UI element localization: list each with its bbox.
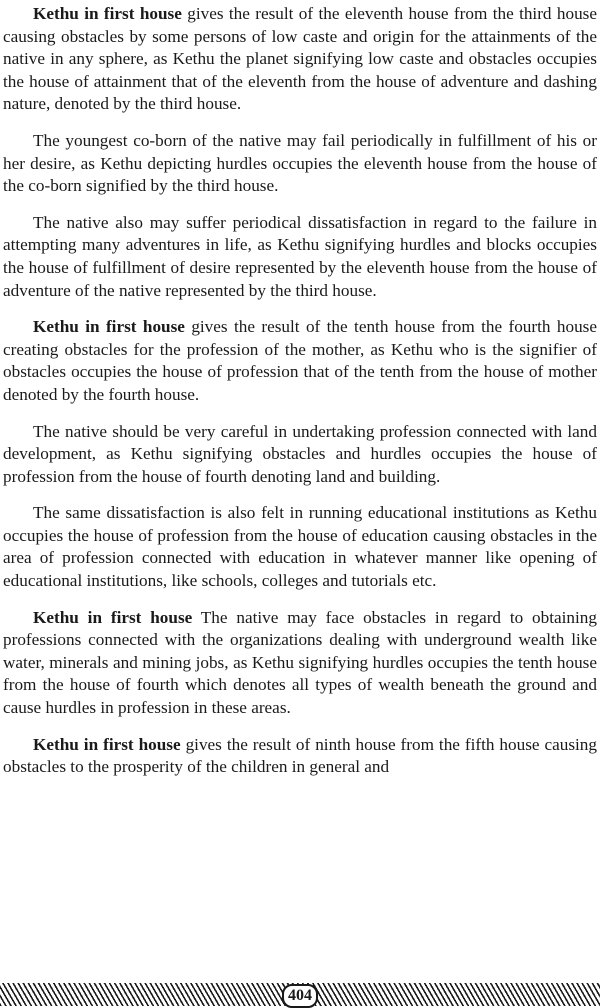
- paragraph: [3, 3, 597, 116]
- paragraph: [3, 607, 597, 720]
- paragraph-text: gives the result of the eleventh house from the third house causing obstacles by some persons of low caste and origin for the attainments of the native in any sphere, as Kethu the planet signifying low caste and obstacles occupies the house of attainment that of the eleventh from the house of adventure and dashing nature, denoted by the third house.: [3, 4, 597, 114]
- paragraph-text: The same dissatisfaction is also felt in running educational institutions as Kethu occupies the house of profession from the house of education causing obstacles in the area of profession connected with education in whatever manner like opening of educational institutions, like schools, colleges and tutorials etc.: [3, 503, 597, 591]
- paragraph-lead: Kethu in first house: [33, 317, 185, 337]
- paragraph-text: gives the result of the tenth house from the fourth house creating obstacles for the profession of the mother, as Kethu who is the signifier of obstacles occupies the house of profession that of the tenth from the house of mother denoted by the fourth house.: [3, 317, 597, 404]
- paragraph-text: The native also may suffer periodical dissatisfaction in regard to the failure in attempting many adventures in life, as Kethu signifying hurdles and blocks occupies the house of fulfillment of desire represented by the eleventh house from the house of adventure of the native represented by the third house.: [3, 212, 597, 300]
- paragraph: [3, 421, 597, 489]
- paragraph: [3, 130, 597, 198]
- page-number: 404: [282, 984, 318, 1008]
- paragraph: [3, 502, 597, 592]
- paragraph: [3, 212, 597, 302]
- paragraph-lead: Kethu in first house: [33, 734, 181, 754]
- paragraph: [3, 316, 597, 406]
- paragraph-text: The native should be very careful in undertaking profession connected with land development, as Kethu signifying obstacles and hurdles occupies the house of profession from the house of fourth denoting land and building.: [3, 421, 597, 486]
- paragraph: [3, 734, 597, 779]
- page-footer-band: [0, 983, 600, 1006]
- paragraph-lead: Kethu in first house: [33, 4, 182, 23]
- page-body: [3, 3, 597, 793]
- paragraph-text: The youngest co-born of the native may fail periodically in fulfillment of his or her desire, as Kethu depicting hurdles occupies the eleventh house from the house of the co-born signified by the third house.: [3, 130, 597, 196]
- paragraph-text: The native may face obstacles in regard to obtaining professions connected with the organizations dealing with underground wealth like water, minerals and mining jobs, as Kethu signifying hurdles occupies the tenth house from the house of fourth which denotes all types of wealth beneath the ground and cause hurdles in profession in these areas.: [3, 607, 597, 718]
- paragraph-text: gives the result of ninth house from the fifth house causing obstacles to the prosperity of the children in general and: [3, 734, 597, 777]
- paragraph-lead: Kethu in first house: [33, 607, 193, 627]
